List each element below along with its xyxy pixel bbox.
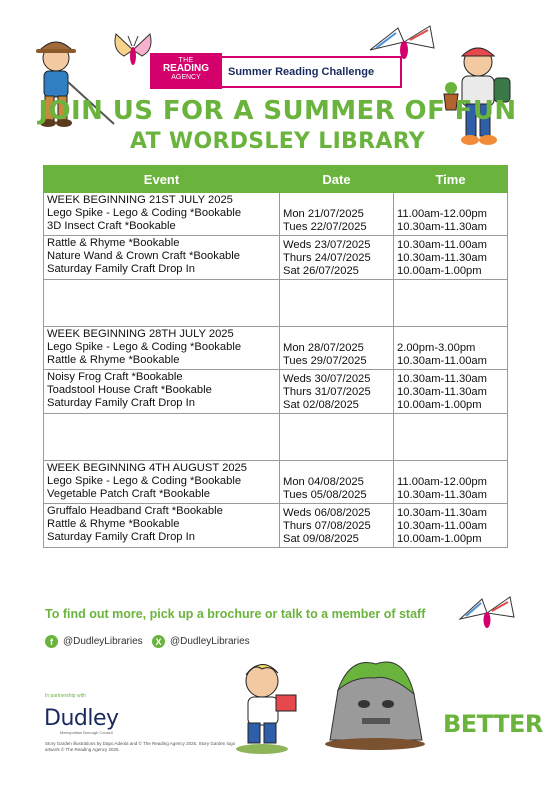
event-name: Toadstool House Craft *Bookable [47, 384, 212, 396]
flying-book-illustration [364, 20, 442, 68]
event-name: Nature Wand & Crown Craft *Bookable [47, 250, 240, 262]
event-time: 10.00am-1.00pm [397, 265, 482, 277]
column-header-time: Time [394, 166, 508, 193]
date-cell [280, 504, 394, 548]
event-cell [44, 461, 280, 504]
better-logo: BETTER [443, 710, 543, 738]
event-time: 10.00am-1.00pm [397, 399, 482, 411]
event-date: Weds 06/08/2025 [283, 507, 371, 519]
column-header-date: Date [280, 166, 394, 193]
x-handle: @DudleyLibraries [170, 636, 250, 647]
table-row [44, 370, 508, 414]
facebook-icon: f [45, 635, 58, 648]
week-heading: WEEK BEGINNING 4TH AUGUST 2025 [47, 462, 247, 474]
find-out-more-text: To find out more, pick up a brochure or talk to a member of staff [45, 607, 426, 621]
event-date: Mon 28/07/2025 [283, 342, 364, 354]
event-date: Sat 09/08/2025 [283, 533, 359, 545]
week-heading: WEEK BEGINNING 28TH JULY 2025 [47, 328, 234, 340]
event-name: Lego Spike - Lego & Coding *Bookable [47, 207, 242, 219]
date-cell [280, 236, 394, 280]
headline: JOIN US FOR A SUMMER OF FUN [38, 96, 517, 126]
event-cell [44, 504, 280, 548]
event-time: 10.30am-11.30am [397, 489, 487, 501]
empty-cell [44, 414, 280, 461]
facebook-link[interactable] [45, 635, 143, 648]
event-name: Saturday Family Craft Drop In [47, 263, 195, 275]
event-time: 10.30am-11.30am [397, 373, 487, 385]
kid-reading-illustration [232, 655, 310, 755]
event-name: Saturday Family Craft Drop In [47, 531, 195, 543]
time-cell [394, 327, 508, 370]
event-date: Mon 04/08/2025 [283, 476, 364, 488]
table-row [44, 193, 508, 236]
rock-creature-illustration [320, 650, 430, 752]
empty-cell [394, 414, 508, 461]
table-row [44, 461, 508, 504]
date-cell [280, 327, 394, 370]
spacer-row [44, 414, 508, 461]
empty-cell [280, 414, 394, 461]
event-time: 2.00pm-3.00pm [397, 342, 476, 354]
event-name: 3D Insect Craft *Bookable [47, 220, 176, 232]
event-time: 10.30am-11.30am [397, 252, 487, 264]
events-table-container [43, 165, 507, 548]
event-time: 10.30am-11.00am [397, 239, 487, 251]
event-name: Rattle & Rhyme *Bookable [47, 237, 180, 249]
empty-cell [394, 280, 508, 327]
x-icon: X [152, 635, 165, 648]
event-date: Thurs 24/07/2025 [283, 252, 371, 264]
event-time: 11.00am-12.00pm [397, 208, 487, 220]
partnership-label: In partnership with [45, 693, 86, 699]
empty-cell [44, 280, 280, 327]
table-row [44, 327, 508, 370]
event-name: Rattle & Rhyme *Bookable [47, 354, 180, 366]
flying-book-illustration [456, 593, 518, 633]
event-time: 10.30am-11.30am [397, 386, 487, 398]
event-name: Saturday Family Craft Drop In [47, 397, 195, 409]
spacer-row [44, 280, 508, 327]
event-time: 10.30am-11.00am [397, 355, 487, 367]
event-cell [44, 236, 280, 280]
event-date: Thurs 31/07/2025 [283, 386, 371, 398]
date-cell [280, 370, 394, 414]
time-cell [394, 193, 508, 236]
event-date: Sat 26/07/2025 [283, 265, 359, 277]
empty-cell [280, 280, 394, 327]
event-date: Weds 23/07/2025 [283, 239, 371, 251]
event-name: Lego Spike - Lego & Coding *Bookable [47, 341, 242, 353]
dudley-logo: Dudley [44, 706, 119, 731]
event-date: Tues 22/07/2025 [283, 221, 367, 233]
event-date: Weds 30/07/2025 [283, 373, 371, 385]
event-time: 11.00am-12.00pm [397, 476, 487, 488]
table-row [44, 504, 508, 548]
event-name: Vegetable Patch Craft *Bookable [47, 488, 210, 500]
event-date: Mon 21/07/2025 [283, 208, 364, 220]
event-date: Thurs 07/08/2025 [283, 520, 371, 532]
event-name: Noisy Frog Craft *Bookable [47, 371, 183, 383]
subheadline: AT WORDSLEY LIBRARY [130, 129, 425, 154]
table-header-row [44, 166, 508, 193]
date-cell [280, 193, 394, 236]
facebook-handle: @DudleyLibraries [63, 636, 143, 647]
event-date: Sat 02/08/2025 [283, 399, 359, 411]
time-cell [394, 370, 508, 414]
dudley-subtitle: Metropolitan Borough Council [60, 730, 113, 735]
event-time: 10.30am-11.30am [397, 507, 487, 519]
x-link[interactable] [152, 635, 250, 648]
week-heading: WEEK BEGINNING 21ST JULY 2025 [47, 194, 233, 206]
table-row [44, 236, 508, 280]
column-header-event: Event [44, 166, 280, 193]
event-name: Gruffalo Headband Craft *Bookable [47, 505, 223, 517]
events-table [43, 165, 508, 548]
header [0, 0, 555, 165]
time-cell [394, 504, 508, 548]
reading-agency-banner [150, 53, 398, 89]
event-time: 10.00am-1.00pm [397, 533, 482, 545]
event-time: 10.30am-11.30am [397, 221, 487, 233]
event-date: Tues 29/07/2025 [283, 355, 367, 367]
date-cell [280, 461, 394, 504]
time-cell [394, 461, 508, 504]
event-time: 10.30am-11.00am [397, 520, 487, 532]
time-cell [394, 236, 508, 280]
event-cell [44, 193, 280, 236]
event-cell [44, 327, 280, 370]
event-name: Rattle & Rhyme *Bookable [47, 518, 180, 530]
illustration-credits: Story Garden illustrations by Dapo Adeola and © The Reading Agency 2025. Story Garden logo artwork © The Reading Agency 2025. [45, 741, 236, 752]
event-date: Tues 05/08/2025 [283, 489, 367, 501]
event-cell [44, 370, 280, 414]
reading-agency-logo: THE READING AGENCY [150, 53, 222, 89]
event-name: Lego Spike - Lego & Coding *Bookable [47, 475, 242, 487]
challenge-title: Summer Reading Challenge [222, 56, 402, 88]
